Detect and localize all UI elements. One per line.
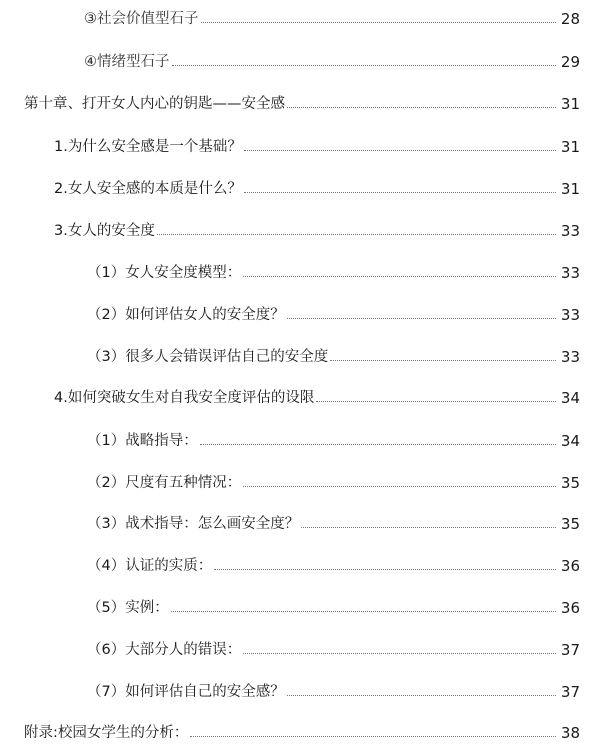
dot-leader bbox=[316, 401, 556, 402]
dot-leader bbox=[287, 318, 556, 319]
toc-entry-title: 第十章、打开女人内心的钥匙——安全感 bbox=[24, 96, 285, 112]
dot-leader bbox=[214, 569, 556, 570]
toc-entry-page: 33 bbox=[560, 306, 580, 324]
toc-subentry[interactable] bbox=[87, 342, 580, 366]
toc-entry-page: 37 bbox=[560, 641, 580, 659]
toc-entry-title: ④情绪型石子 bbox=[84, 54, 170, 70]
toc-entry-page: 37 bbox=[560, 683, 580, 701]
dot-leader bbox=[243, 486, 556, 487]
toc-entry-title: 3.女人的安全度 bbox=[54, 223, 155, 239]
toc-entry-page: 28 bbox=[560, 10, 580, 28]
dot-leader bbox=[243, 653, 556, 654]
toc-entry-page: 33 bbox=[560, 348, 580, 366]
toc-subentry[interactable] bbox=[87, 593, 580, 617]
dot-leader bbox=[330, 360, 556, 361]
toc-entry-title: （2）如何评估女人的安全度？ bbox=[87, 307, 285, 323]
dot-leader bbox=[172, 65, 557, 66]
toc-entry[interactable] bbox=[54, 383, 580, 407]
toc-subentry[interactable] bbox=[87, 551, 580, 575]
toc-entry-page: 34 bbox=[560, 389, 580, 407]
toc-entry-page: 31 bbox=[560, 138, 580, 156]
toc-entry-title: （7）如何评估自己的安全感？ bbox=[87, 684, 285, 700]
toc-entry-page: 35 bbox=[560, 474, 580, 492]
dot-leader bbox=[200, 444, 556, 445]
toc-entry-page: 38 bbox=[560, 724, 580, 742]
toc-subentry[interactable] bbox=[87, 677, 580, 701]
toc-entry[interactable] bbox=[54, 216, 580, 240]
toc-entry-page: 35 bbox=[560, 515, 580, 533]
dot-leader bbox=[301, 527, 556, 528]
toc-entry-title: （3）很多人会错误评估自己的安全度 bbox=[87, 349, 329, 365]
toc-subentry[interactable] bbox=[87, 468, 580, 492]
dot-leader bbox=[171, 611, 556, 612]
toc-entry[interactable] bbox=[54, 174, 580, 198]
toc-entry-page: 29 bbox=[560, 53, 580, 71]
toc-entry-title: （4）认证的实质： bbox=[87, 558, 213, 574]
toc-entry-title: （3）战术指导：怎么画安全度？ bbox=[87, 516, 300, 532]
toc-entry-page: 34 bbox=[560, 432, 580, 450]
dot-leader bbox=[287, 695, 556, 696]
toc-subentry[interactable] bbox=[87, 300, 580, 324]
toc-entry-title: 4.如何突破女生对自我安全度评估的设限 bbox=[54, 390, 315, 406]
toc-entry[interactable] bbox=[84, 47, 580, 71]
toc-entry-page: 36 bbox=[560, 599, 580, 617]
toc-entry-page: 36 bbox=[560, 557, 580, 575]
toc-entry-page: 31 bbox=[560, 95, 580, 113]
dot-leader bbox=[244, 150, 556, 151]
dot-leader bbox=[287, 107, 556, 108]
toc-entry-title: （1）战略指导： bbox=[87, 433, 198, 449]
toc-entry[interactable] bbox=[54, 132, 580, 156]
toc-subentry[interactable] bbox=[87, 635, 580, 659]
dot-leader bbox=[190, 736, 556, 737]
dot-leader bbox=[243, 276, 556, 277]
toc-entry[interactable] bbox=[84, 4, 580, 28]
toc-entry-title: 2.女人安全感的本质是什么？ bbox=[54, 181, 242, 197]
dot-leader bbox=[201, 22, 557, 23]
toc-entry-title: （2）尺度有五种情况： bbox=[87, 475, 242, 491]
toc-entry-page: 31 bbox=[560, 180, 580, 198]
toc-subentry[interactable] bbox=[87, 426, 580, 450]
toc-entry-page: 33 bbox=[560, 264, 580, 282]
toc-entry-page: 33 bbox=[560, 222, 580, 240]
dot-leader bbox=[244, 192, 556, 193]
toc-appendix-entry[interactable] bbox=[24, 718, 580, 742]
toc-subentry[interactable] bbox=[87, 258, 580, 282]
toc-entry-title: （5）实例： bbox=[87, 600, 169, 616]
toc-chapter-entry[interactable] bbox=[24, 89, 580, 113]
dot-leader bbox=[157, 234, 556, 235]
toc-entry-title: 附录:校园女学生的分析： bbox=[24, 725, 189, 741]
toc-entry-title: 1.为什么安全感是一个基础？ bbox=[54, 139, 242, 155]
toc-entry-title: （6）大部分人的错误： bbox=[87, 642, 242, 658]
toc-subentry[interactable] bbox=[87, 509, 580, 533]
toc-entry-title: （1）女人安全度模型： bbox=[87, 265, 242, 281]
toc-entry-title: ③社会价值型石子 bbox=[84, 11, 199, 27]
